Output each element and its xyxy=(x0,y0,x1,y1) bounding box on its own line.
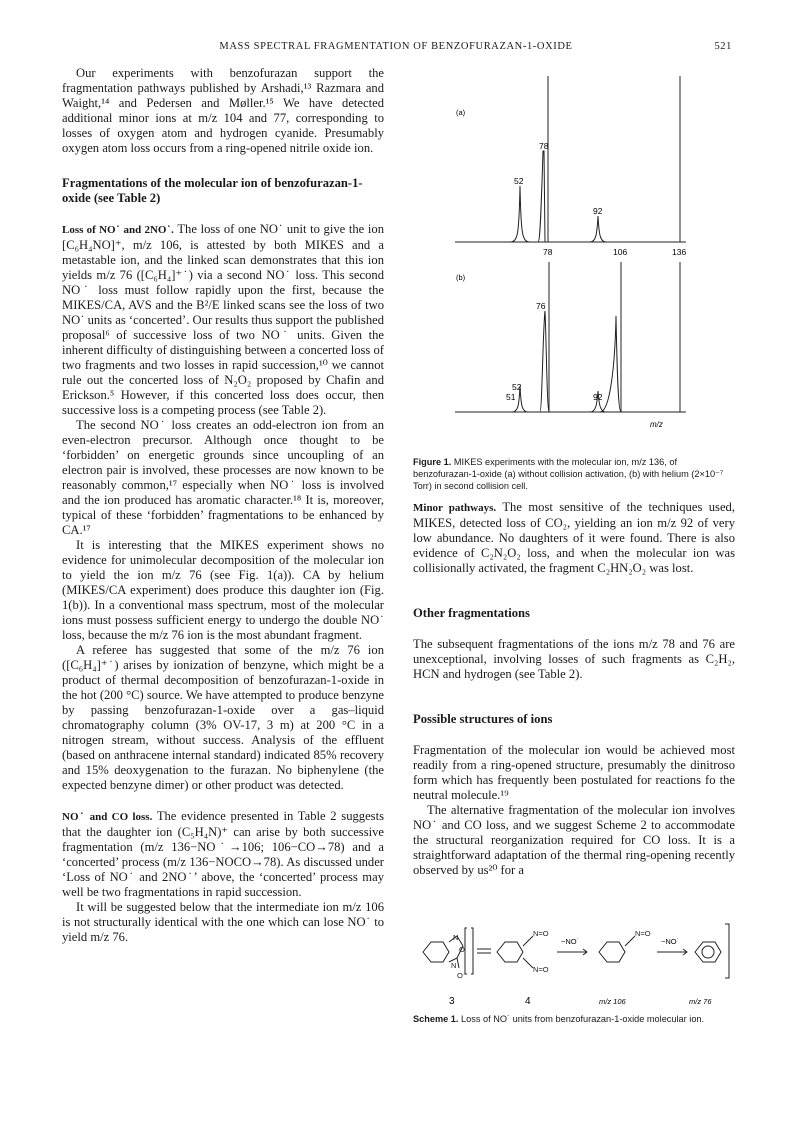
run-in-heading: Minor pathways. xyxy=(413,502,497,514)
peak-label: 92 xyxy=(593,392,603,402)
scheme-caption-text: Loss of NO˙ units from benzofurazan-1-oxide molecular ion. xyxy=(461,1014,705,1024)
scheme-caption-label: Scheme 1. xyxy=(413,1014,459,1024)
paragraph: It is interesting that the MIKES experiment shows no evidence for unimolecular decomposition of the molecular ion to yield the ion m/z 76 (see Fig. 1(a)). CA by helium (MIKES/CA experiment) does produce this daughter ion (Fig. 1(b)). In a conventional mass spectrum, most of the molecular ions must possess sufficient energy to undergo the double NO˙ loss, because the m/z 76 ion is the most abundant fragment. xyxy=(62,538,384,642)
run-in-heading: NO˙ and CO loss. xyxy=(62,811,153,823)
peak-label: 92 xyxy=(593,206,603,216)
panel-a-label: (a) xyxy=(456,108,466,117)
figure-1-spectra xyxy=(450,66,700,442)
peak-label: 51 xyxy=(506,392,516,402)
compound-label: 3 xyxy=(449,996,455,1007)
tick-label: 78 xyxy=(543,247,553,257)
svg-text:O⁻: O⁻ xyxy=(457,971,467,980)
arrow-label: −NO˙ xyxy=(661,937,680,946)
paragraph: The second NO˙ loss creates an odd-electron ion from an even-electron precursor. Although once thought to be ‘forbidden’ on energetic grounds since uncoupling of an electron pair is involved, these processes are now known to be reasonably common,¹⁷ especially when NO˙ loss is involved and the ion produced has aromatic character.¹⁸ It is, moreover, typical of these ‘forbidden’ fragmentations to be enhanced by CA.¹⁷ xyxy=(62,418,384,537)
benzene-ring xyxy=(497,942,523,962)
peak-label: 76 xyxy=(536,301,546,311)
svg-text:O: O xyxy=(459,945,465,954)
figure-caption xyxy=(413,456,737,492)
figure-caption-label: Figure 1. xyxy=(413,457,452,467)
paragraph-text: The evidence presented in Table 2 suggests that the daughter ion (C₅H₄N)⁺ can arise by both successive fragmentation (m/z 136−NO˙→106; 106−CO→78) and a ‘concerted’ process (m/z 136−NOCO→78). As discussed under ‘Loss of NO˙ and 2NO˙’ above, the ‘concerted’ process may well be two fragmentations in rapid succession. xyxy=(62,809,384,899)
tick-label: 136 xyxy=(672,247,687,257)
paragraph-text: The most sensitive of the techniques used, MIKES, detected loss of CO₂, yielding an ion m/z 92 of very low abundance. No daughters of it were found. There is also evidence of C₂N₂O₂ loss, and when the molecular ion was collisionally activated, the fragment C₂HN₂O₂ was lost. xyxy=(413,500,735,575)
section-heading: Fragmentations of the molecular ion of benzofurazan-1-oxide (see Table 2) xyxy=(62,176,363,205)
paragraph xyxy=(62,809,384,900)
page-number: 521 xyxy=(714,41,732,52)
paragraph: The alternative fragmentation of the molecular ion involves NO˙ and CO loss, and we suggest Scheme 2 to accommodate the structural reorganization required for CO loss. It is a straightforward adaptation of the thermal ring-opening recently observed by us²⁰ for a xyxy=(413,803,735,877)
paragraph: The subsequent fragmentations of the ions m/z 78 and 76 are unexceptional, involving losses of such fragments as C₂H₂, HCN and hydrogen (see Table 2). xyxy=(413,637,735,681)
paragraph: It will be suggested below that the intermediate ion m/z 106 is not structurally identical with the one which can lose NO˙ to yield m/z 76. xyxy=(62,900,384,944)
benzene-ring xyxy=(599,942,625,962)
mz-label: m/z 106 xyxy=(599,997,626,1006)
right-column xyxy=(413,500,735,878)
svg-text:N=O: N=O xyxy=(533,929,549,938)
benzene-ring xyxy=(423,942,449,962)
run-in-heading: Loss of NO˙ and 2NO˙. xyxy=(62,224,174,236)
x-axis-label: m/z xyxy=(650,420,663,429)
compound-label: 4 xyxy=(525,996,531,1007)
left-column xyxy=(62,66,384,945)
mz-label: m/z 76 xyxy=(689,997,712,1006)
peak-a-52 xyxy=(510,186,530,242)
panel-b-label: (b) xyxy=(456,273,466,282)
peak-label: 78 xyxy=(539,141,549,151)
peak-label: 52 xyxy=(514,176,524,186)
section-heading: Other fragmentations xyxy=(413,606,530,620)
paragraph: A referee has suggested that some of the m/z 76 ion ([C₆H₄]⁺˙) arises by ionization of benzyne, which might be a product of thermal decomposition of benzofurazan-1-oxide in the hot (200 °C) source. We have attempted to produce benzyne by passing benzofurazan-1-oxide over a gas–liquid chromatography column (3% OV-17, 3 m) at 200 °C in a nitrogen stream, without success. Analysis of the effluent (based on anthracene internal standard) indicated 85% recovery and 15% deoxygenation to the furazan. No biphenylene (the expected benzyne dimer) or other product was detected. xyxy=(62,643,384,792)
svg-text:N=O: N=O xyxy=(635,929,651,938)
peak-a-78 xyxy=(535,151,549,242)
paragraph: Fragmentation of the molecular ion would be achieved most readily from a ring-opened structure, presumably the dinitroso form which has frequently been postulated for reactions fo the neutral molecule.¹⁹ xyxy=(413,743,735,802)
svg-text:N: N xyxy=(453,933,459,942)
section-heading: Possible structures of ions xyxy=(413,712,553,726)
peak-a-92 xyxy=(590,216,606,242)
paragraph xyxy=(62,222,384,418)
benzene-ring xyxy=(695,942,721,962)
scheme-caption xyxy=(413,1013,735,1025)
svg-text:N=O: N=O xyxy=(533,965,549,974)
paragraph: Our experiments with benzofurazan support the fragmentation pathways published by Arshadi,¹³ Razmara and Waight,¹⁴ and Pedersen and Møller.¹⁵ We have detected additional minor ions at m/z 104 and 77, corresponding to losses of oxygen atom and hydrogen cyanide. Presumably oxygen atom loss occurs from a ring-opened nitrile oxide ion. xyxy=(62,66,384,155)
paragraph-text: The loss of one NO˙ unit to give the ion [C₆H₄NO]⁺, m/z 106, is attested by both MIKES and a metastable ion, and the linked scan demonstrates that this ion yields m/z 76 ([C₆H₄]⁺˙) via a second NO˙ loss. This second NO˙ loss must follow rapidly upon the first, because the MIKES/CA, AVS and the B²/E linked scans see the loss of two NO˙ units as ‘concerted’. Our results thus support the published proposal⁶ of successive loss of two NO˙ units. Given the inherent difficulty of distinguishing between a concerted loss of two fragments and two losses in rapid succession,¹⁰ we cannot rule out the concerted loss of N₂O₂ proposed by Chafin and Erickson.⁵ However, if this concerted loss does occur, then successive loss is a competing process (see Table 2). xyxy=(62,222,385,417)
running-title: MASS SPECTRAL FRAGMENTATION OF BENZOFURAZAN-1-OXIDE xyxy=(219,41,573,52)
svg-text:N: N xyxy=(451,961,457,970)
running-header xyxy=(60,41,732,57)
peak-b-76 xyxy=(540,311,549,412)
tick-label: 106 xyxy=(613,247,628,257)
arrow-label: −NO˙ xyxy=(561,937,580,946)
scheme-1 xyxy=(413,902,735,1012)
figure-caption-text: MIKES experiments with the molecular ion, m/z 136, of benzofurazan-1-oxide (a) without collision activation, (b) with helium (2×10⁻⁷ Torr) in second collision cell. xyxy=(413,457,724,491)
peak-label: 52 xyxy=(512,382,522,392)
paragraph xyxy=(413,500,735,576)
